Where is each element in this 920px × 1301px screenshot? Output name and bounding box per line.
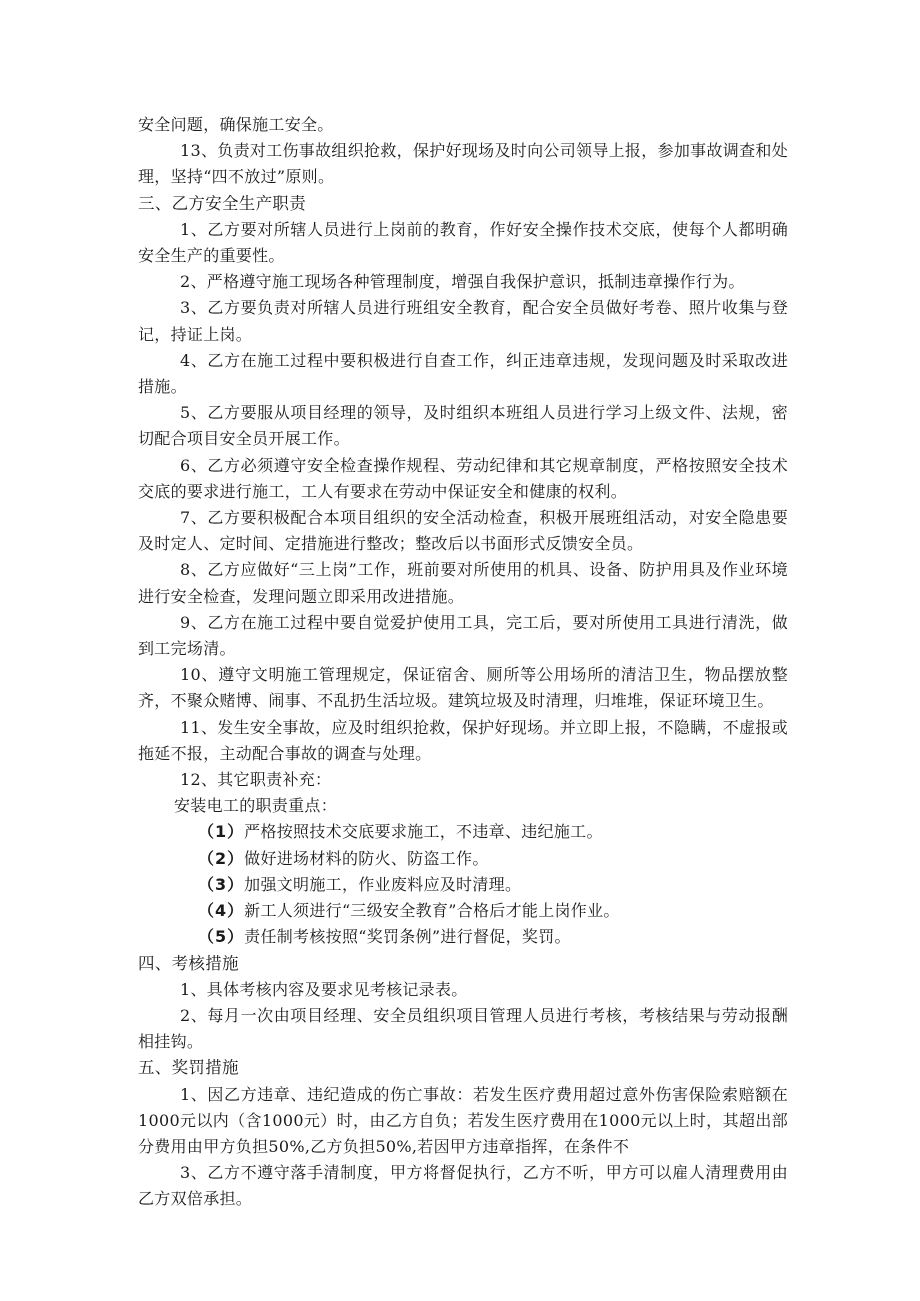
section-3-item-11: 11、发生安全事故，应及时组织抢救，保护好现场。并立即上报，不隐瞒，不虚报或拖延不报，主动配合事故的调查与处理。 <box>138 717 788 763</box>
electrician-duties-title: 安装电工的职责重点： <box>174 796 338 816</box>
section-3-item-7: 7、乙方要积极配合本项目组织的安全活动检查，积极开展班组活动，对安全隐患要及时定人、定时间、定措施进行整改；整改后以书面形式反馈安全员。 <box>138 508 788 554</box>
electrician-duty-4 <box>138 898 788 924</box>
electrician-duty-1 <box>138 819 788 845</box>
section-5-item-1: 1、因乙方违章、违纪造成的伤亡事故：若发生医疗费用超过意外伤害保险索赔额在1000元以内（含1000元）时，由乙方自负；若发生医疗费用在1000元以上时，其超出部分费用由甲方负担50%,乙方负担50%,若因甲方违章指挥，在条件不 <box>138 1084 788 1156</box>
section-3-item-6: 6、乙方必须遵守安全检查操作规程、劳动纪律和其它规章制度，严格按照安全技术交底的要求进行施工，工人有要求在劳动中保证安全和健康的权利。 <box>138 455 788 501</box>
electrician-duty-text: 做好进场材料的防火、防盗工作。 <box>244 848 489 868</box>
section-3-item-3: 3、乙方要负责对所辖人员进行班组安全教育，配合安全员做好考卷、照片收集与登记，持证上岗。 <box>138 298 788 344</box>
section-3-item-2: 2、严格遵守施工现场各种管理制度，增强自我保护意识，抵制违章操作行为。 <box>180 272 745 292</box>
electrician-duty-text: 责任制考核按照“奖罚条例”进行督促，奖罚。 <box>244 927 571 947</box>
section-3-item-8: 8、乙方应做好“三上岗”工作，班前要对所使用的机具、设备、防护用具及作业环境进行安全检查，发理问题立即采用改进措施。 <box>138 560 788 606</box>
electrician-duty-number: （4） <box>198 901 245 921</box>
electrician-duty-5 <box>138 924 788 950</box>
electrician-duty-2 <box>138 846 788 872</box>
intro-tail-paragraph: 安全问题，确保施工安全。 <box>138 115 334 134</box>
section-4-heading: 四、考核措施 <box>138 953 239 973</box>
electrician-duty-number: （5） <box>198 927 245 947</box>
section-4-item-1: 1、具体考核内容及要求见考核记录表。 <box>180 979 468 999</box>
section-3-heading: 三、乙方安全生产职责 <box>138 193 306 213</box>
section-5-heading: 五、奖罚措施 <box>138 1058 239 1078</box>
item-13-paragraph: 13、负责对工伤事故组织抢救，保护好现场及时向公司领导上报，参加事故调查和处理，坚持“四不放过”原则。 <box>138 141 788 187</box>
document-page <box>138 112 788 1213</box>
electrician-duty-text: 新工人须进行“三级安全教育”合格后才能上岗作业。 <box>244 901 620 921</box>
section-5-item-3: 3、乙方不遵守落手清制度，甲方将督促执行，乙方不听，甲方可以雇人清理费用由乙方双倍承担。 <box>138 1163 788 1209</box>
electrician-duty-number: （1） <box>198 822 245 842</box>
section-4-item-2: 2、每月一次由项目经理、安全员组织项目管理人员进行考核，考核结果与劳动报酬相挂钩。 <box>138 1005 788 1052</box>
electrician-duty-number: （3） <box>198 874 245 894</box>
section-3-item-9: 9、乙方在施工过程中要自觉爱护使用工具，完工后，要对所使用工具进行清洗，做到工完场清。 <box>138 612 788 659</box>
section-3-item-10: 10、遵守文明施工管理规定，保证宿舍、厕所等公用场所的清洁卫生，物品摆放整齐，不聚众赌博、闹事、不乱扔生活垃圾。建筑垃圾及时清理，归堆堆，保证环境卫生。 <box>138 665 788 711</box>
section-3-item-12: 12、其它职责补充： <box>180 770 332 790</box>
electrician-duty-3 <box>138 872 788 898</box>
electrician-duty-number: （2） <box>198 848 245 868</box>
electrician-duty-text: 加强文明施工，作业废料应及时清理。 <box>244 874 522 894</box>
section-3-item-4: 4、乙方在施工过程中要积极进行自查工作，纠正违章违规，发现问题及时采取改进措施。 <box>138 350 788 397</box>
electrician-duty-text: 严格按照技术交底要求施工，不违章、违纪施工。 <box>244 822 603 842</box>
section-3-item-1: 1、乙方要对所辖人员进行上岗前的教育，作好安全操作技术交底，使每个人都明确安全生产的重要性。 <box>138 219 788 266</box>
section-3-item-5: 5、乙方要服从项目经理的领导，及时组织本班组人员进行学习上级文件、法规，密切配合项目安全员开展工作。 <box>138 403 788 449</box>
